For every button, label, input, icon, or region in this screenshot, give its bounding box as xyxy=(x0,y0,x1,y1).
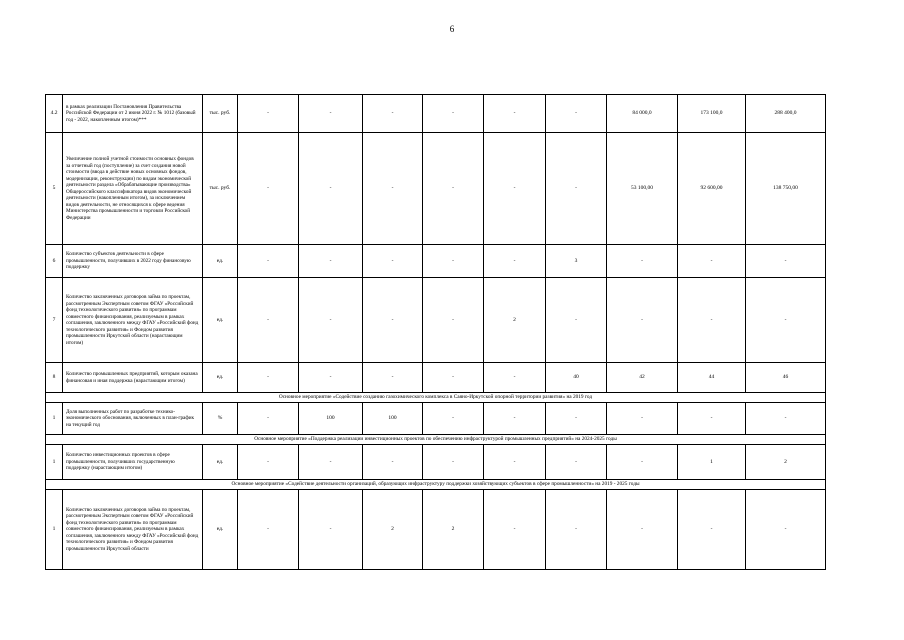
value-cell: - xyxy=(363,278,423,363)
page-number: 6 xyxy=(449,24,455,34)
value-cell: - xyxy=(423,403,484,435)
value-cell: - xyxy=(607,403,678,435)
value-cell: - xyxy=(484,445,546,480)
value-cell: - xyxy=(238,490,299,570)
unit-cell: тыс. руб. xyxy=(203,133,238,245)
table-row xyxy=(46,363,826,393)
value-cell: 3 xyxy=(546,245,607,278)
row-number: 6 xyxy=(46,245,63,278)
indicator-name: Количество субъектов деятельности в сфере промышленности, получивших в 2022 году финансовую поддержку xyxy=(63,245,203,278)
unit-cell: ед. xyxy=(203,278,238,363)
value-cell: - xyxy=(678,403,746,435)
table-row xyxy=(46,133,826,245)
value-cell: - xyxy=(238,403,299,435)
indicators-table xyxy=(45,94,826,570)
value-cell: 92 600,00 xyxy=(678,133,746,245)
value-cell: 173 100,0 xyxy=(678,95,746,133)
value-cell: - xyxy=(363,445,423,480)
value-cell: - xyxy=(484,403,546,435)
row-number: 1 xyxy=(46,445,63,480)
value-cell: - xyxy=(484,95,546,133)
value-cell: 2 xyxy=(484,278,546,363)
value-cell: - xyxy=(363,133,423,245)
row-number: 8 xyxy=(46,363,63,393)
value-cell: 1 xyxy=(678,445,746,480)
unit-cell: % xyxy=(203,403,238,435)
value-cell: - xyxy=(546,133,607,245)
value-cell: 84 000,0 xyxy=(607,95,678,133)
value-cell: - xyxy=(678,490,746,570)
value-cell: - xyxy=(607,245,678,278)
table-row xyxy=(46,278,826,363)
row-number: 1 xyxy=(46,490,63,570)
indicator-name: Увеличение полной учетной стоимости основных фондов за отчетный год (поступление) за счет создания новой стоимости (ввода в действие новых основных фондов, модернизации, реконструкции) по видам экономической деятельности раздела «Обрабатывающие производства» Общероссийского классификатора видов экономической деятельности (накопленным итогом), за исключением видов деятельности, не относящихся к сфере ведения Министерства промышленности и торговли Российской Федерации xyxy=(63,133,203,245)
unit-cell: ед. xyxy=(203,245,238,278)
table-row xyxy=(46,245,826,278)
unit-cell: ед. xyxy=(203,363,238,393)
value-cell: - xyxy=(299,133,363,245)
section-title: Основное мероприятие «Содействие деятельности организаций, образующих инфраструктуру поддержки хозяйствующих субъектов в сфере промышленности» на 2019 - 2025 годы xyxy=(46,480,826,490)
value-cell: - xyxy=(607,490,678,570)
value-cell: - xyxy=(363,245,423,278)
row-number: 5 xyxy=(46,133,63,245)
value-cell: - xyxy=(678,278,746,363)
value-cell: 100 xyxy=(299,403,363,435)
row-number: 7 xyxy=(46,278,63,363)
indicator-name: Количество заключенных договоров займа по проектам, рассмотренным Экспертным советом ФГАУ «Российский фонд технологического развития» по программам совместного финансирования, реализуемым в рамках соглашения, заключенного между ФГАУ «Российский фонд технологического развития» и Фондом развития промышленности Иркутской области (нарастающим итогом) xyxy=(63,278,203,363)
value-cell: 46 xyxy=(746,363,826,393)
value-cell: - xyxy=(299,95,363,133)
indicator-name: Доля выполненных работ по разработке технико-экономического обоснования, включенных в план-график на текущий год xyxy=(63,403,203,435)
value-cell: - xyxy=(363,363,423,393)
indicator-name: Количество промышленных предприятий, которым оказана финансовая и иная поддержка (нарастающим итогом) xyxy=(63,363,203,393)
indicator-name: в рамках реализации Постановления Правительства Российской Федерации от 2 июня 2022 г. № 1012 (базовый год - 2022, накопленным итогом)*** xyxy=(63,95,203,133)
value-cell: 100 xyxy=(363,403,423,435)
value-cell: 138 750,00 xyxy=(746,133,826,245)
value-cell: - xyxy=(423,245,484,278)
value-cell: - xyxy=(484,133,546,245)
value-cell: - xyxy=(423,445,484,480)
value-cell: - xyxy=(238,363,299,393)
value-cell: - xyxy=(238,245,299,278)
unit-cell: тыс. руб. xyxy=(203,95,238,133)
value-cell: - xyxy=(746,245,826,278)
value-cell: - xyxy=(484,245,546,278)
value-cell: 42 xyxy=(607,363,678,393)
value-cell: - xyxy=(484,363,546,393)
indicator-name: Количество инвестиционных проектов в сфере промышленности, получивших государственную поддержку (нарастающим итогом) xyxy=(63,445,203,480)
value-cell: - xyxy=(607,278,678,363)
value-cell: - xyxy=(546,95,607,133)
indicator-name: Количество заключенных договоров займа по проектам, рассмотренным Экспертным советом ФГАУ «Российский фонд технологического развития» по программам совместного финансирования, реализуемым в рамках соглашения, заключенного между ФГАУ «Российский фонд технологического развития» и Фондом развития промышленности Иркутской области xyxy=(63,490,203,570)
table-body xyxy=(46,95,826,570)
value-cell: 288 400,0 xyxy=(746,95,826,133)
value-cell: - xyxy=(678,245,746,278)
value-cell: 44 xyxy=(678,363,746,393)
value-cell: - xyxy=(238,133,299,245)
value-cell: - xyxy=(607,445,678,480)
value-cell: - xyxy=(238,95,299,133)
value-cell: - xyxy=(299,490,363,570)
value-cell: 2 xyxy=(746,445,826,480)
table-row xyxy=(46,490,826,570)
value-cell: - xyxy=(299,245,363,278)
value-cell: - xyxy=(423,278,484,363)
value-cell: - xyxy=(299,278,363,363)
section-header-row xyxy=(46,480,826,490)
value-cell: - xyxy=(546,490,607,570)
value-cell: - xyxy=(423,363,484,393)
unit-cell: ед. xyxy=(203,445,238,480)
value-cell: - xyxy=(238,278,299,363)
value-cell: - xyxy=(746,490,826,570)
row-number: 1 xyxy=(46,403,63,435)
value-cell: - xyxy=(299,445,363,480)
value-cell: - xyxy=(746,278,826,363)
table-row xyxy=(46,445,826,480)
row-number: 4.2 xyxy=(46,95,63,133)
section-header-row xyxy=(46,393,826,403)
value-cell: - xyxy=(238,445,299,480)
value-cell: 2 xyxy=(423,490,484,570)
table-row xyxy=(46,95,826,133)
value-cell: 53 100,00 xyxy=(607,133,678,245)
value-cell: - xyxy=(546,403,607,435)
value-cell: - xyxy=(546,445,607,480)
table-row xyxy=(46,403,826,435)
section-title: Основное мероприятие «Поддержка реализации инвестиционных проектов по обеспечению инфраструктурой промышленных предприятий» на 2024-2025 годы xyxy=(46,435,826,445)
value-cell: - xyxy=(484,490,546,570)
value-cell: - xyxy=(423,95,484,133)
value-cell: - xyxy=(546,278,607,363)
value-cell: 2 xyxy=(363,490,423,570)
value-cell: - xyxy=(746,403,826,435)
value-cell: 40 xyxy=(546,363,607,393)
unit-cell: ед. xyxy=(203,490,238,570)
section-title: Основное мероприятие «Содействие созданию газохимического комплекса в Саяно-Иркутской опорной территории развития» на 2019 год xyxy=(46,393,826,403)
value-cell: - xyxy=(363,95,423,133)
section-header-row xyxy=(46,435,826,445)
value-cell: - xyxy=(423,133,484,245)
value-cell: - xyxy=(299,363,363,393)
